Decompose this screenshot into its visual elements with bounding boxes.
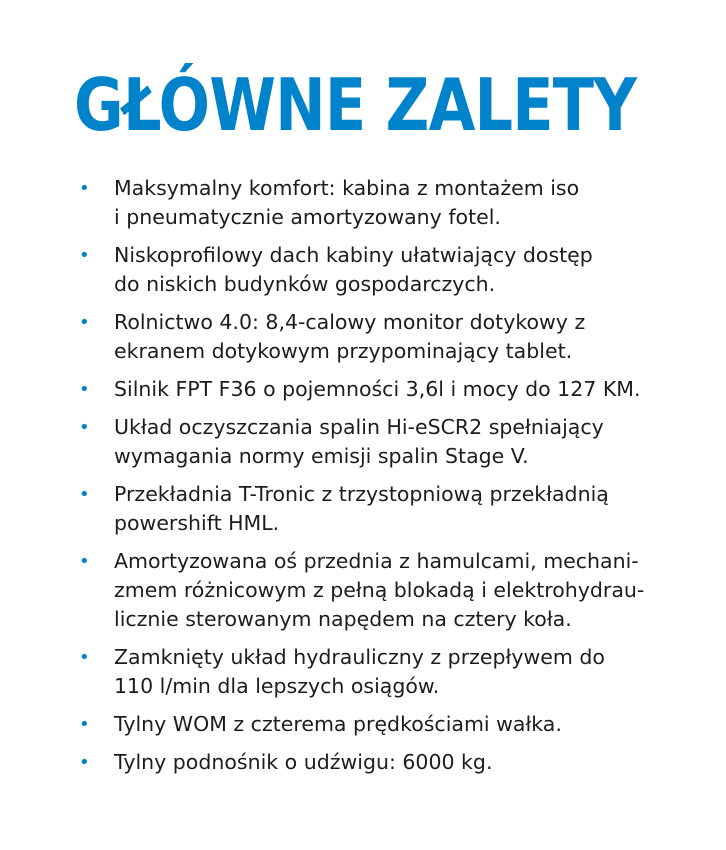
feature-text-line: Tylny podnośnik o udźwigu: 6000 kg. bbox=[114, 750, 493, 774]
bullet-icon: • bbox=[79, 484, 90, 505]
feature-item bbox=[66, 710, 706, 739]
feature-text-line: powershift HML. bbox=[114, 511, 280, 535]
feature-text-line: 110 l/min dla lepszych osiągów. bbox=[114, 674, 440, 698]
bullet-icon: • bbox=[79, 417, 90, 438]
feature-item bbox=[66, 375, 706, 404]
feature-item bbox=[66, 174, 706, 232]
bullet-icon: • bbox=[79, 551, 90, 572]
feature-item bbox=[66, 241, 706, 299]
feature-item bbox=[66, 480, 706, 538]
feature-item bbox=[66, 413, 706, 471]
feature-text-line: Tylny WOM z czterema prędkościami wałka. bbox=[114, 712, 562, 736]
feature-text-line: do niskich budynków gospodarczych. bbox=[114, 272, 496, 296]
feature-text-line: Niskoprofilowy dach kabiny ułatwiający dostęp bbox=[114, 243, 593, 267]
feature-text-line: wymagania normy emisji spalin Stage V. bbox=[114, 444, 529, 468]
bullet-icon: • bbox=[79, 752, 90, 773]
feature-text-line: i pneumatycznie amortyzowany fotel. bbox=[114, 205, 501, 229]
feature-item bbox=[66, 748, 706, 777]
feature-item bbox=[66, 547, 706, 634]
bullet-icon: • bbox=[79, 379, 90, 400]
features-list bbox=[66, 174, 706, 786]
feature-text-line: zmem różnicowym z pełną blokadą i elektrohydrau- bbox=[114, 578, 645, 602]
feature-text-line: Zamknięty układ hydrauliczny z przepływem do bbox=[114, 645, 605, 669]
feature-text-line: Układ oczyszczania spalin Hi-eSCR2 spełniający bbox=[114, 415, 604, 439]
bullet-icon: • bbox=[79, 178, 90, 199]
feature-text-line: licznie sterowanym napędem na cztery koła. bbox=[114, 607, 572, 631]
feature-item bbox=[66, 643, 706, 701]
page-title: GŁÓWNE ZALETY bbox=[74, 63, 637, 147]
bullet-icon: • bbox=[79, 245, 90, 266]
feature-text-line: ekranem dotykowym przypominający tablet. bbox=[114, 339, 573, 363]
bullet-icon: • bbox=[79, 647, 90, 668]
bullet-icon: • bbox=[79, 714, 90, 735]
feature-text-line: Maksymalny komfort: kabina z montażem iso bbox=[114, 176, 580, 200]
feature-text-line: Silnik FPT F36 o pojemności 3,6l i mocy do 127 KM. bbox=[114, 377, 641, 401]
feature-text-line: Amortyzowana oś przednia z hamulcami, mechani- bbox=[114, 549, 639, 573]
feature-item bbox=[66, 308, 706, 366]
feature-text-line: Rolnictwo 4.0: 8,4-calowy monitor dotykowy z bbox=[114, 310, 586, 334]
bullet-icon: • bbox=[79, 312, 90, 333]
feature-text-line: Przekładnia T-Tronic z trzystopniową przekładnią bbox=[114, 482, 609, 506]
